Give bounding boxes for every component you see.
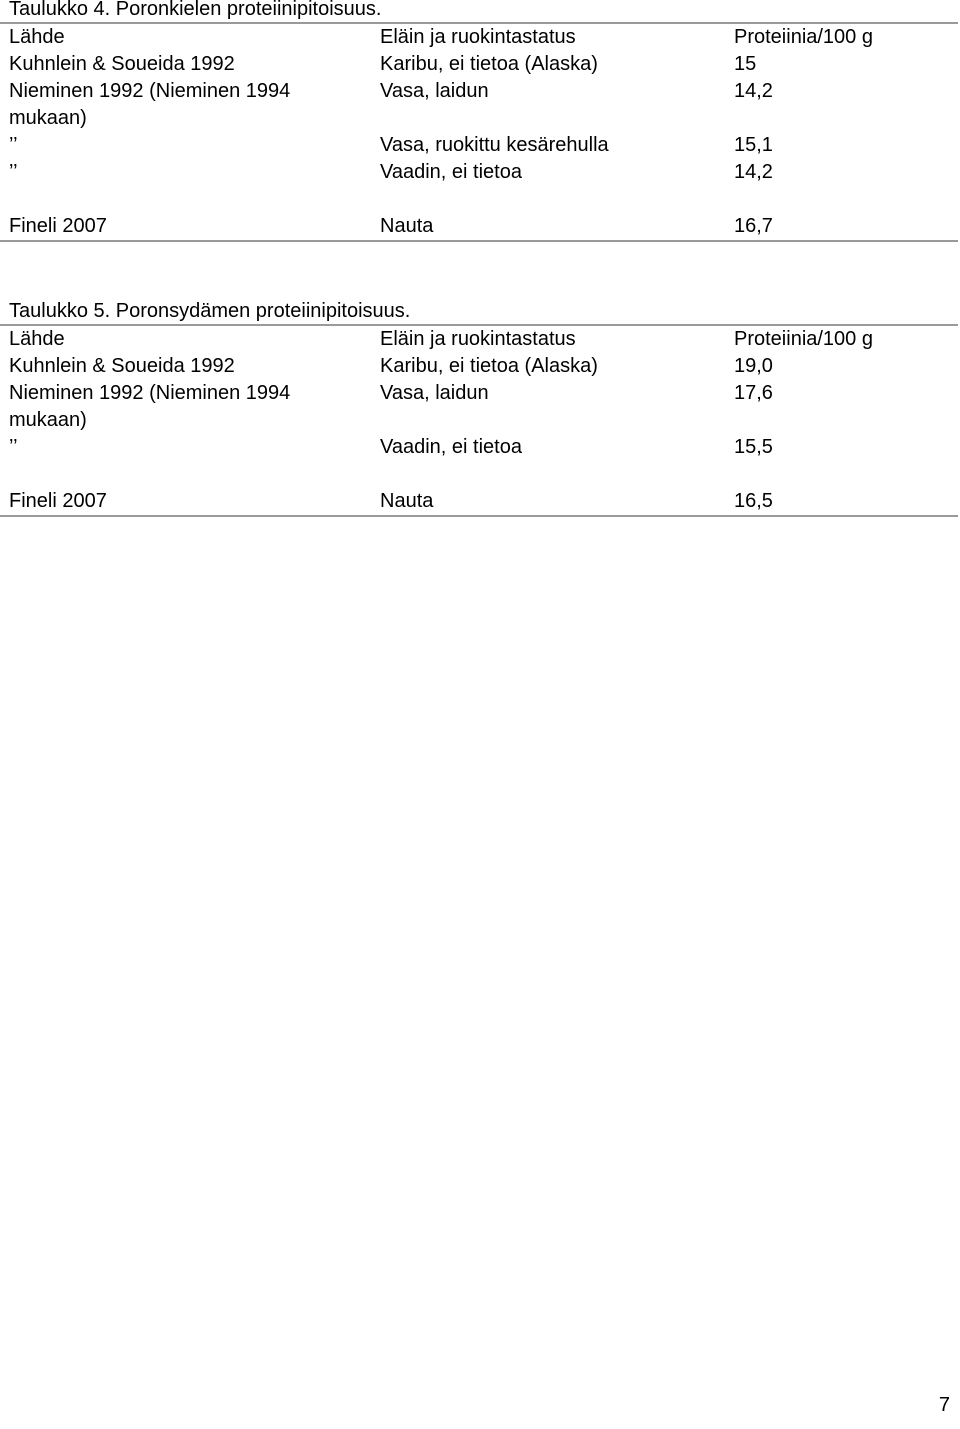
table-5 [0,324,958,517]
cell-source: ’’ [9,436,18,458]
cell-animal-status: Vaadin, ei tietoa [380,436,522,458]
cell-animal-status: Karibu, ei tietoa (Alaska) [380,53,598,75]
table-4 [0,22,958,242]
cell-protein: 16,7 [734,215,773,237]
cell-source: ’’ [9,161,18,183]
cell-protein: 15,5 [734,436,773,458]
cell-animal-status: Nauta [380,490,434,512]
table-row [0,488,958,515]
cell-source: Nieminen 1992 (Nieminen 1994 mukaan) [9,80,291,129]
cell-animal-status: Vaadin, ei tietoa [380,161,522,183]
cell-animal-status: Vasa, laidun [380,80,489,102]
table-4-caption: Taulukko 4. Poronkielen proteiinipitoisuus. [9,0,382,20]
table-row [0,78,958,132]
table-row [0,51,958,78]
cell-source: Kuhnlein & Soueida 1992 [9,355,235,377]
row-spacer [0,461,958,488]
row-spacer [0,186,958,213]
cell-animal-status: Nauta [380,215,434,237]
cell-protein: 14,2 [734,161,773,183]
table-5-caption: Taulukko 5. Poronsydämen proteiinipitoisuus. [9,300,411,322]
header-animal-status: Eläin ja ruokintastatus [380,328,576,350]
cell-protein: 19,0 [734,355,773,377]
table-header-row [0,326,958,353]
header-animal-status: Eläin ja ruokintastatus [380,26,576,48]
table-row [0,434,958,461]
table-row [0,353,958,380]
cell-animal-status: Karibu, ei tietoa (Alaska) [380,355,598,377]
cell-protein: 15 [734,53,757,75]
table-row [0,380,958,434]
table-row [0,159,958,186]
table-row [0,132,958,159]
cell-source: ’’ [9,134,18,156]
cell-protein: 14,2 [734,80,773,102]
header-source: Lähde [9,328,65,350]
table-row [0,213,958,240]
cell-protein: 16,5 [734,490,773,512]
page-number: 7 [938,1394,950,1416]
cell-protein: 15,1 [734,134,773,156]
cell-animal-status: Vasa, laidun [380,382,489,404]
cell-source: Fineli 2007 [9,215,107,237]
cell-source: Kuhnlein & Soueida 1992 [9,53,235,75]
cell-source: Fineli 2007 [9,490,107,512]
header-protein: Proteiinia/100 g [734,328,873,350]
header-source: Lähde [9,26,65,48]
table-header-row [0,24,958,51]
cell-animal-status: Vasa, ruokittu kesärehulla [380,134,609,156]
cell-protein: 17,6 [734,382,773,404]
cell-source: Nieminen 1992 (Nieminen 1994 mukaan) [9,382,291,431]
header-protein: Proteiinia/100 g [734,26,873,48]
